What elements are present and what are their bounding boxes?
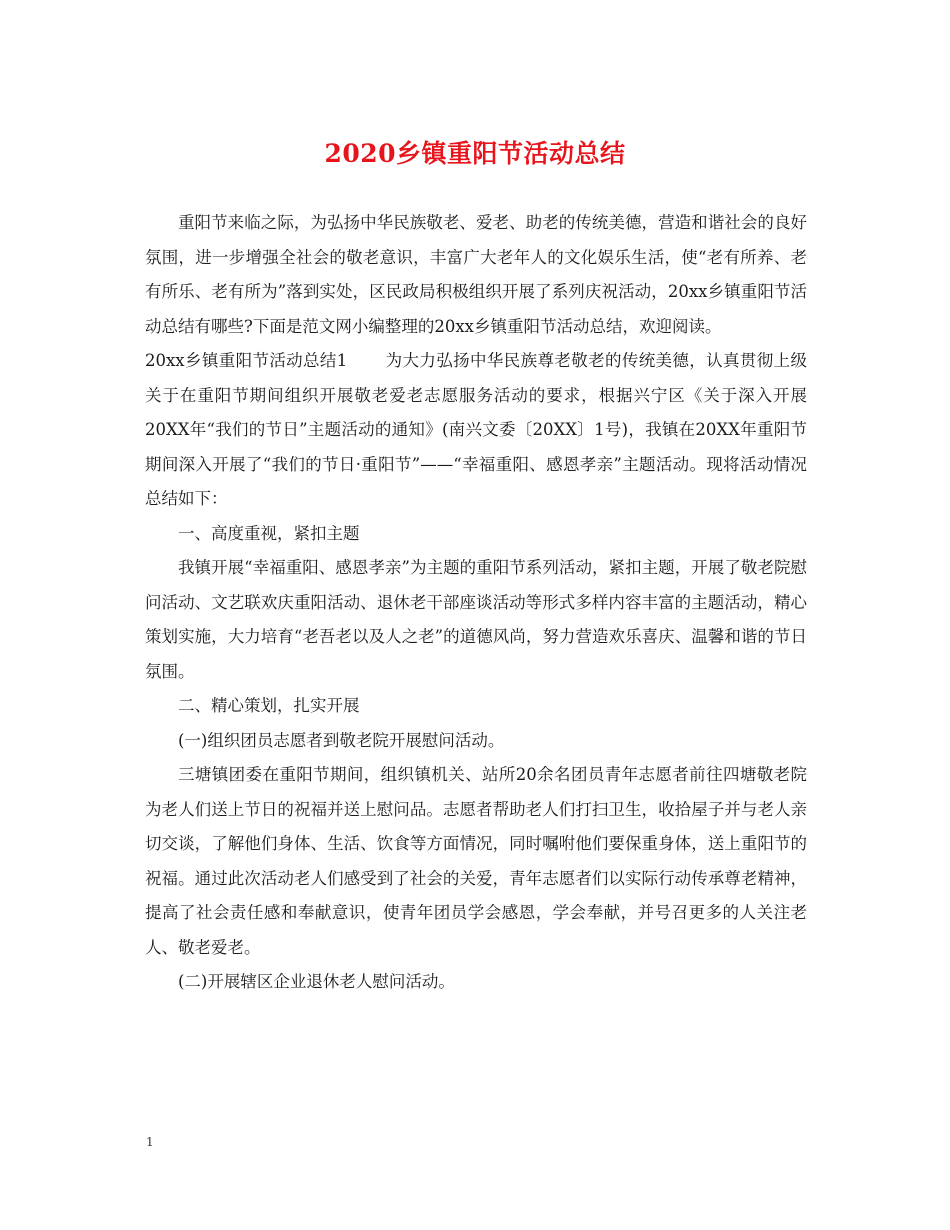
document-title: 2020乡镇重阳节活动总结 bbox=[324, 139, 626, 168]
section-heading: 20xx乡镇重阳节活动总结1 bbox=[145, 351, 348, 370]
page-number: 1 bbox=[146, 1135, 154, 1149]
document-body bbox=[145, 206, 807, 1000]
heading-two: 二、精心策划，扎实开展 bbox=[178, 696, 360, 715]
sub-heading-two: (二)开展辖区企业退休老人慰问活动。 bbox=[178, 972, 455, 991]
paragraph-two: 我镇开展“幸福重阳、感恩孝亲”为主题的重阳节系列活动，紧扣主题，开展了敬老院慰问活动、文艺联欢庆重阳活动、退休老干部座谈活动等形式多样内容丰富的主题活动，精心策划实施，大力培育“老吾老以及人之老”的道德风尚，努力营造欢乐喜庆、温馨和谐的节日氛围。 bbox=[145, 558, 807, 681]
intro-paragraph: 重阳节来临之际，为弘扬中华民族敬老、爱老、助老的传统美德，营造和谐社会的良好氛围，进一步增强全社会的敬老意识，丰富广大老年人的文化娱乐生活，使“老有所养、老有所乐、老有所为”落到实处，区民政局积极组织开展了系列庆祝活动，20xx乡镇重阳节活动总结有哪些?下面是范文网小编整理的20xx乡镇重阳节活动总结，欢迎阅读。 bbox=[145, 213, 807, 336]
paragraph-three: 三塘镇团委在重阳节期间，组织镇机关、站所20余名团员青年志愿者前往四塘敬老院为老人们送上节日的祝福并送上慰问品。志愿者帮助老人们打扫卫生，收拾屋子并与老人亲切交谈，了解他们身体、生活、饮食等方面情况，同时嘱咐他们要保重身体，送上重阳节的祝福。通过此次活动老人们感受到了社会的关爱，青年志愿者们以实际行动传承尊老精神，提高了社会责任感和奉献意识，使青年团员学会感恩，学会奉献，并号召更多的人关注老人、敬老爱老。 bbox=[145, 765, 807, 957]
section-text: 为大力弘扬中华民族尊老敬老的传统美德，认真贯彻上级关于在重阳节期间组织开展敬老爱老志愿服务活动的要求，根据兴宁区《关于深入开展20XX年“我们的节日”主题活动的通知》(南兴文委〔20XX〕1号)，我镇在20XX年重阳节期间深入开展了“我们的节日·重阳节”——“幸福重阳、感恩孝亲”主题活动。现将活动情况总结如下： bbox=[145, 351, 808, 508]
section-paragraph bbox=[145, 344, 807, 517]
heading-one: 一、高度重视，紧扣主题 bbox=[178, 523, 360, 543]
sub-heading-one: (一)组织团员志愿者到敬老院开展慰问活动。 bbox=[178, 730, 505, 750]
